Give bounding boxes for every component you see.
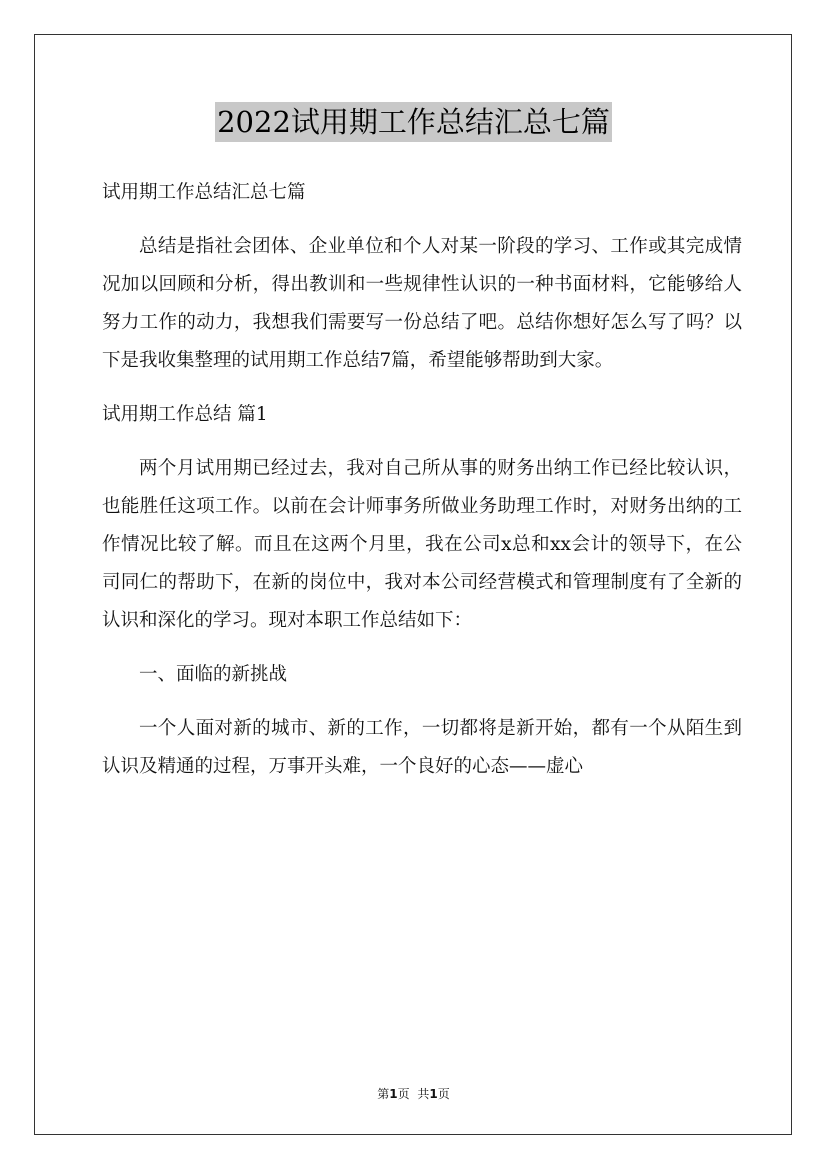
total-prefix: 共 bbox=[417, 1087, 430, 1101]
section-heading: 试用期工作总结 篇1 bbox=[102, 404, 268, 425]
subsection-heading: 一、面临的新挑战 bbox=[139, 664, 288, 685]
body-paragraph: 总结是指社会团体、企业单位和个人对某一阶段的学习、工作或其完成情况加以回顾和分析，得出教训和一些规律性认识的一种书面材料，它能够给人努力工作的动力，我想我们需要写一份总结了吧。总结你想好怎么写了吗？以下是我收集整理的试用期工作总结7篇，希望能够帮助到大家。 bbox=[102, 236, 742, 371]
body-paragraph: 两个月试用期已经过去，我对自己所从事的财务出纳工作已经比较认识，也能胜任这项工作。以前在会计师事务所做业务助理工作时，对财务出纳的工作情况比较了解。而且在这两个月里，我在公司x总和xx会计的领导下，在公司同仁的帮助下，在新的岗位中，我对本公司经营模式和管理制度有了全新的认识和深化的学习。现对本职工作总结如下： bbox=[102, 458, 742, 631]
title-container bbox=[0, 102, 827, 142]
page-suffix: 页 bbox=[397, 1087, 410, 1101]
total-suffix: 页 bbox=[437, 1087, 450, 1101]
page-footer bbox=[0, 1085, 827, 1102]
page-prefix: 第 bbox=[377, 1087, 390, 1101]
section-heading: 试用期工作总结汇总七篇 bbox=[102, 182, 306, 203]
total-pages: 1 bbox=[429, 1087, 438, 1101]
document-body bbox=[102, 174, 742, 802]
document-title: 2022试用期工作总结汇总七篇 bbox=[215, 102, 612, 142]
page-number: 1 bbox=[389, 1087, 398, 1101]
body-paragraph: 一个人面对新的城市、新的工作，一切都将是新开始，都有一个从陌生到认识及精通的过程，万事开头难，一个良好的心态——虚心 bbox=[102, 718, 742, 777]
